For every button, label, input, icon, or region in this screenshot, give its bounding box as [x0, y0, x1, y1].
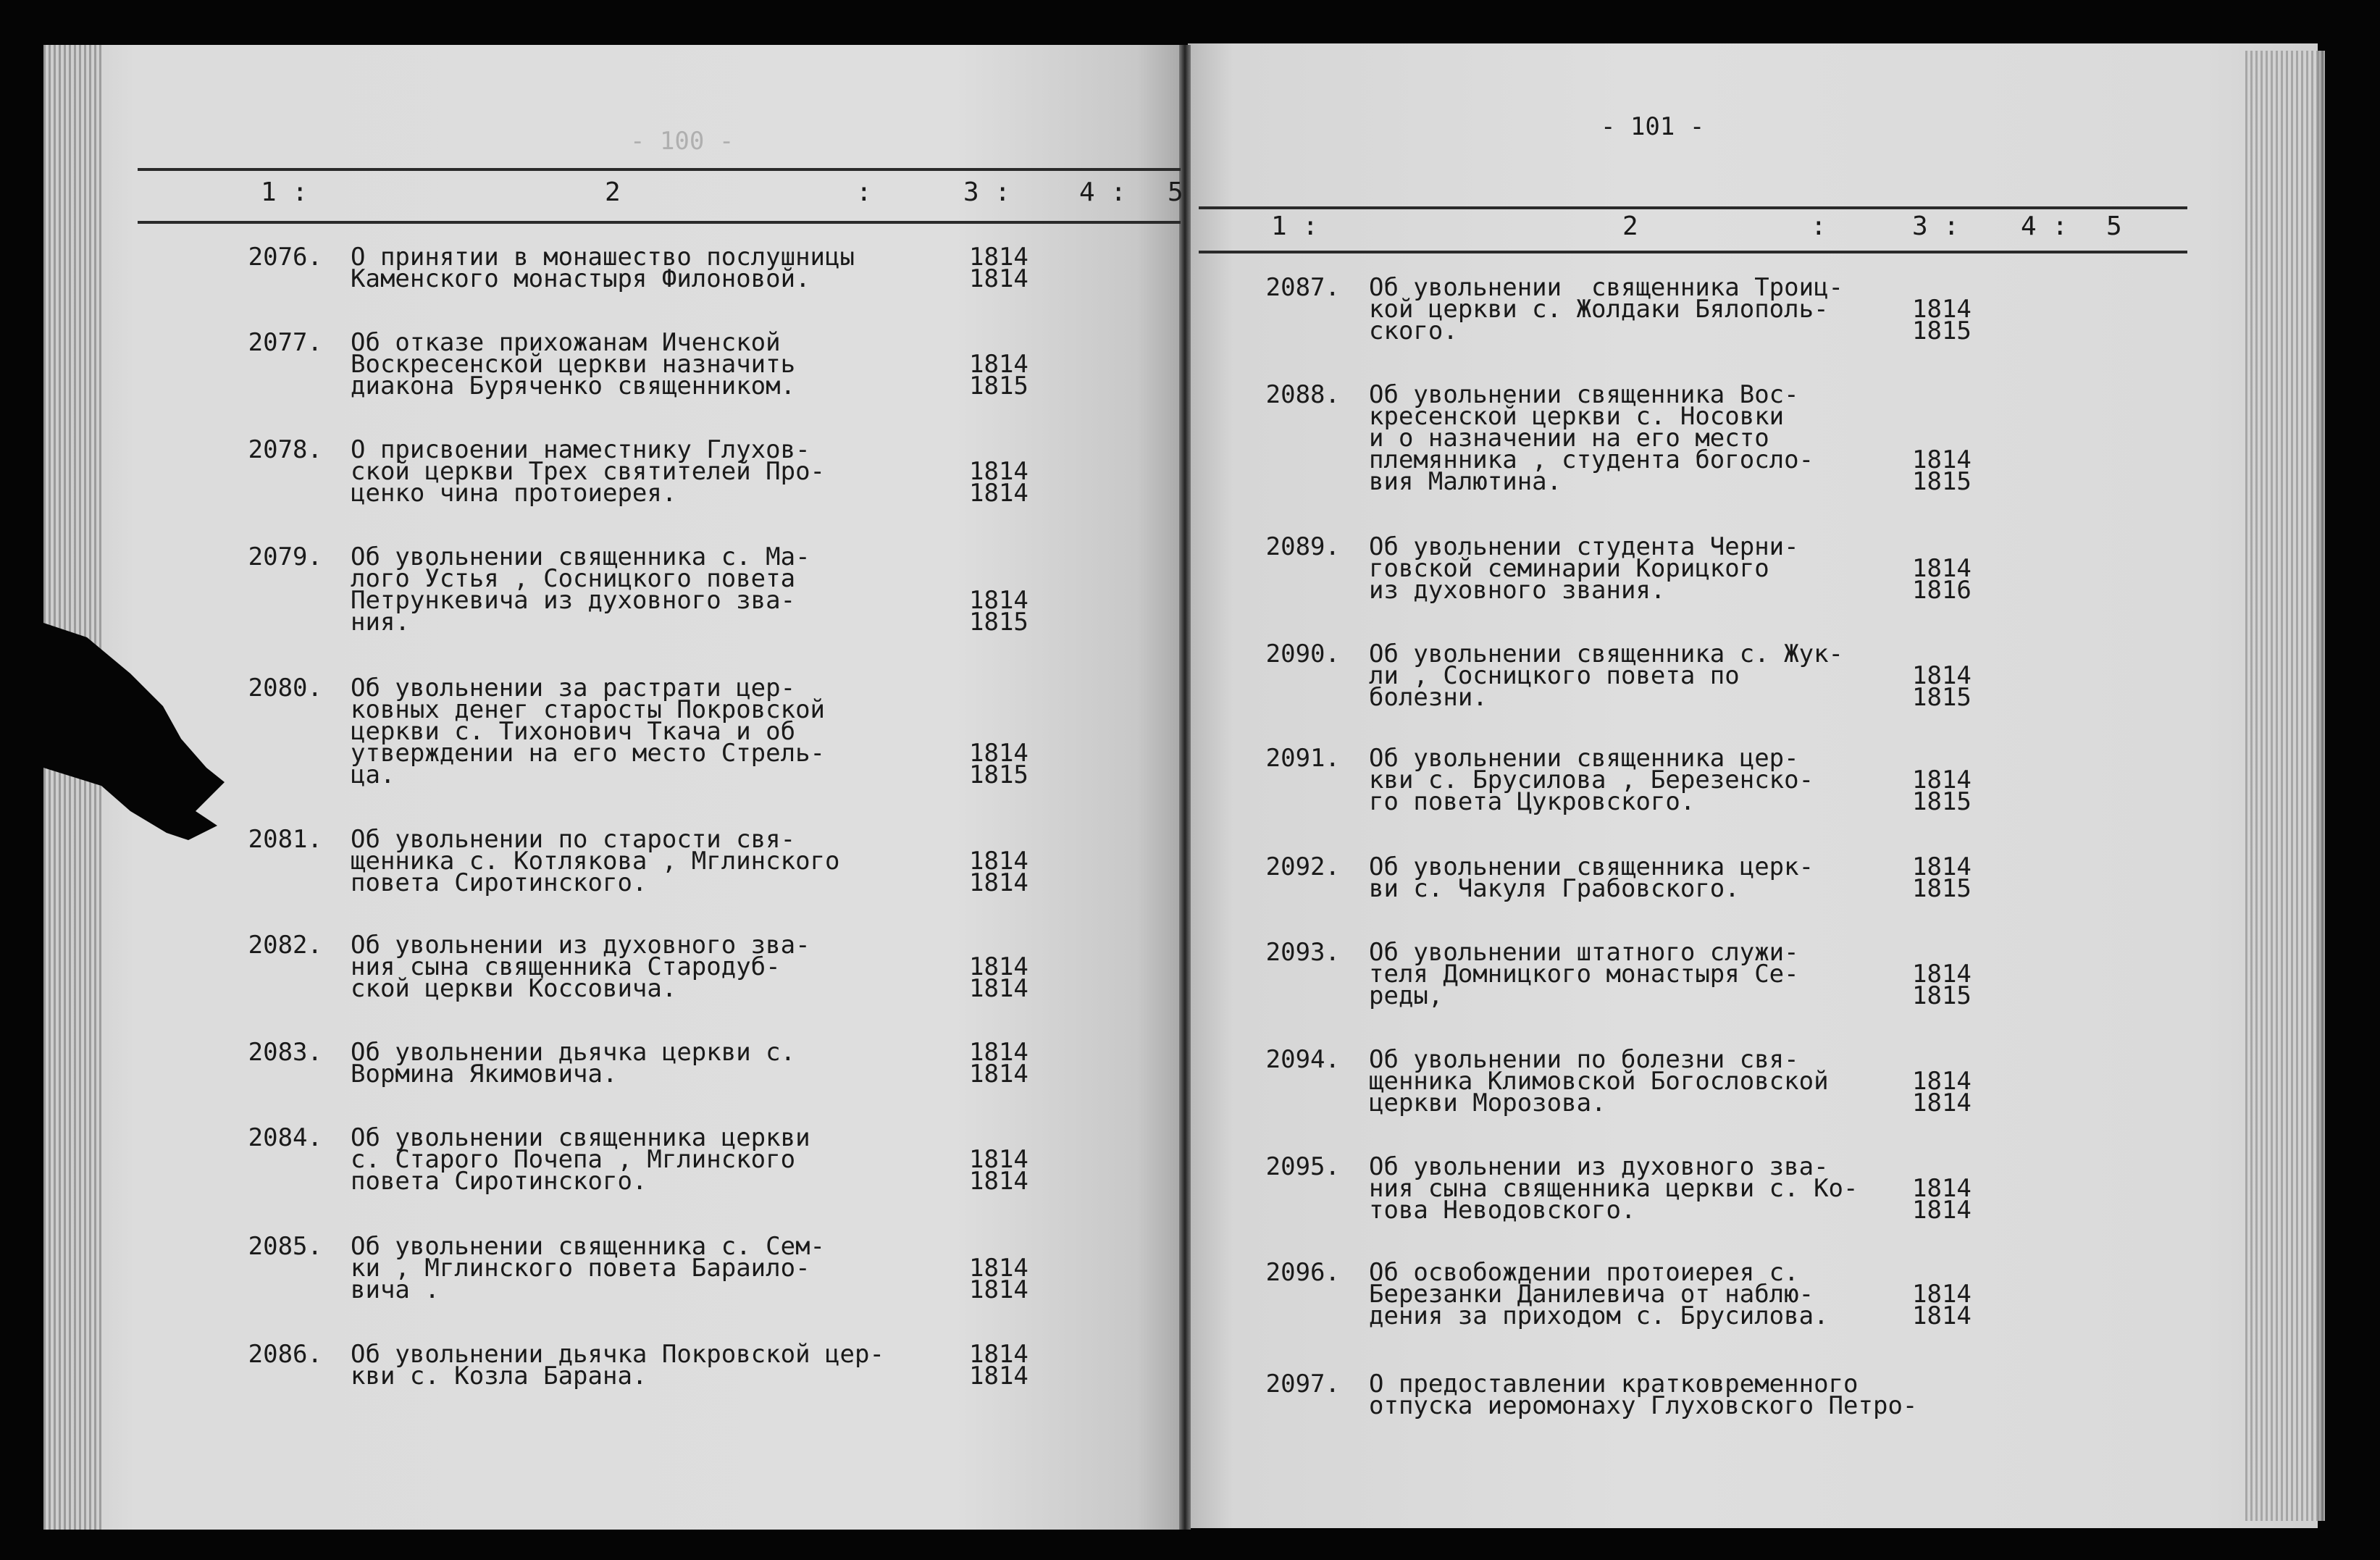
entry-number: 2077.	[248, 328, 322, 357]
right-col-4: 4 :	[2021, 211, 2069, 241]
year-end: 1815	[969, 372, 1028, 401]
entry-years	[969, 243, 1056, 293]
year-end: 1814	[969, 1167, 1028, 1196]
right-header-line-bottom	[1199, 251, 2187, 253]
left-col-2: 2	[605, 177, 621, 207]
entry-description: Об освобождении протоиерея с. Березанки Данилевича от наблю- дения за приходом с. Брусилова.	[1369, 1258, 1829, 1330]
entry-number: 2090.	[1265, 639, 1340, 668]
left-col-3: 3 :	[963, 177, 1011, 207]
left-header-line-top	[138, 168, 1181, 171]
entry-years	[1912, 766, 1999, 816]
year-end: 1814	[969, 1362, 1028, 1391]
entry-2097	[1202, 1370, 2014, 1424]
entry-2091	[1202, 744, 2014, 820]
year-start: 1814	[969, 457, 1028, 486]
right-col-3: 3 :	[1912, 211, 1960, 241]
year-start: 1814	[969, 586, 1028, 615]
entry-description: Об увольнении дьячка церкви с. Вормина Якимовича.	[351, 1038, 796, 1089]
entry-description: Об увольнении из духовного зва- ния сына священника Стародуб- ской церкви Коссовича.	[351, 931, 810, 1003]
entry-description: Об увольнении священника с. Ма- лого Устья , Сосницкого повета Петрункевича из духовного зва- ния.	[351, 542, 810, 637]
year-start: 1814	[1912, 766, 1972, 794]
entry-number: 2085.	[248, 1232, 322, 1261]
year-end: 1815	[1912, 874, 1972, 903]
year-start: 1814	[969, 243, 1028, 272]
year-start: 1814	[969, 350, 1028, 379]
entry-years	[969, 586, 1056, 637]
year-end: 1815	[969, 760, 1028, 789]
entry-years	[969, 739, 1056, 789]
right-col-5: 5	[2106, 211, 2122, 241]
entry-number: 2095.	[1265, 1152, 1340, 1181]
year-start: 1814	[969, 1340, 1028, 1369]
entry-number: 2084.	[248, 1123, 322, 1152]
right-col-2: 2	[1622, 211, 1638, 241]
entry-description: Об увольнении дьячка Покровской цер- кви с. Козла Барана.	[351, 1340, 884, 1391]
year-end: 1814	[969, 479, 1028, 508]
entry-description: Об увольнении священника церкви с. Старого Почепа , Мглинского повета Сиротинского.	[351, 1123, 810, 1196]
entry-2092	[1202, 852, 2014, 907]
entry-number: 2080.	[248, 674, 322, 703]
entry-number: 2081.	[248, 825, 322, 854]
entry-number: 2096.	[1265, 1258, 1340, 1287]
year-end: 1814	[969, 974, 1028, 1003]
entry-description: Об увольнении штатного служи- теля Домницкого монастыря Се- реды,	[1369, 938, 1799, 1010]
entry-number: 2094.	[1265, 1045, 1340, 1074]
entry-number: 2078.	[248, 435, 322, 464]
left-col-5: 5	[1168, 177, 1183, 207]
year-start: 1814	[969, 739, 1028, 768]
entry-years	[969, 847, 1056, 897]
entry-description: Об увольнении священника Троиц- кой церкви с. Жолдаки Бялополь- ского.	[1369, 273, 1844, 345]
entry-2089	[1202, 532, 2014, 608]
year-start: 1814	[1912, 1280, 1972, 1309]
year-start: 1814	[1912, 445, 1972, 474]
entry-number: 2088.	[1265, 380, 1340, 409]
year-start: 1814	[969, 1038, 1028, 1067]
left-page-number-ghost: - 100 -	[630, 127, 734, 156]
entry-number: 2097.	[1265, 1370, 1340, 1398]
entry-2082	[167, 931, 1070, 1007]
year-end: 1815	[1912, 787, 1972, 816]
year-start: 1814	[969, 1254, 1028, 1283]
entry-number: 2091.	[1265, 744, 1340, 773]
entry-2077	[167, 328, 1070, 404]
entry-description: О предоставлении кратковременного отпуска иеромонаху Глуховского Петро-	[1369, 1370, 1918, 1420]
entry-2090	[1202, 639, 2014, 716]
entry-years	[1912, 1174, 1999, 1225]
left-header-line-bottom	[138, 221, 1181, 224]
entry-2093	[1202, 938, 2014, 1014]
entry-years	[1912, 1280, 1999, 1330]
entry-description: Об увольнении священника с. Жук- ли , Сосницкого повета по болезни.	[1369, 639, 1844, 712]
entry-description: Об увольнении священника Вос- кресенской церкви с. Носовки и о назначении на его место племянника , студента богосло- вия Малютина.	[1369, 380, 1814, 496]
year-end: 1815	[1912, 467, 1972, 496]
entry-2095	[1202, 1152, 2014, 1228]
entry-years	[1912, 1067, 1999, 1117]
right-col-sep: :	[1811, 211, 1827, 241]
year-end: 1815	[1912, 981, 1972, 1010]
year-start: 1814	[1912, 1174, 1972, 1203]
entry-description: Об увольнении священника с. Сем- ки , Мглинского повета Барaило- вича .	[351, 1232, 826, 1304]
entry-years	[1912, 554, 1999, 605]
entry-number: 2089.	[1265, 532, 1340, 561]
year-end: 1815	[1912, 316, 1972, 345]
right-col-1: 1 :	[1271, 211, 1319, 241]
entry-2083	[167, 1038, 1070, 1092]
entry-2096	[1202, 1258, 2014, 1334]
year-end: 1814	[1912, 1301, 1972, 1330]
right-header-line-top	[1199, 206, 2187, 209]
entry-description: Об увольнении за растрати цер- ковных денег старосты Покровской церкви с. Тихонович Ткача и об утверждении на его место Стрель- ца.	[351, 674, 826, 789]
year-end: 1816	[1912, 576, 1972, 605]
year-end: 1814	[969, 264, 1028, 293]
left-col-1: 1 :	[261, 177, 309, 207]
entry-number: 2076.	[248, 243, 322, 272]
year-start: 1814	[1912, 960, 1972, 989]
entry-description: Об увольнении по болезни свя- щенника Климовской Богословской церкви Морозова.	[1369, 1045, 1829, 1117]
entry-number: 2092.	[1265, 852, 1340, 881]
entry-2078	[167, 435, 1070, 511]
entry-number: 2079.	[248, 542, 322, 571]
year-end: 1814	[969, 1060, 1028, 1089]
entry-2086	[167, 1340, 1070, 1394]
entry-description: Об увольнении студента Черни- говской семинарии Корицкого из духовного звания.	[1369, 532, 1799, 605]
entry-description: Об увольнении по старости свя- щенника с. Котлякова , Мглинского повета Сиротинского.	[351, 825, 840, 897]
entry-number: 2086.	[248, 1340, 322, 1369]
year-start: 1814	[969, 847, 1028, 876]
entry-2084	[167, 1123, 1070, 1199]
entry-years	[1912, 960, 1999, 1010]
entry-2081	[167, 825, 1070, 901]
entry-2087	[1202, 273, 2014, 349]
entry-years	[969, 952, 1056, 1003]
year-start: 1814	[969, 952, 1028, 981]
entry-years	[969, 1038, 1056, 1089]
entry-2085	[167, 1232, 1070, 1308]
entry-description: Об увольнении священника церк- ви с. Чакуля Грабовского.	[1369, 852, 1814, 903]
left-col-sep: :	[856, 177, 872, 207]
year-start: 1814	[1912, 661, 1972, 690]
right-page-number: - 101 -	[1601, 112, 1705, 141]
entry-years	[1912, 661, 1999, 712]
entry-number: 2093.	[1265, 938, 1340, 967]
entry-number: 2083.	[248, 1038, 322, 1067]
entry-number: 2087.	[1265, 273, 1340, 302]
year-start: 1814	[1912, 852, 1972, 881]
year-start: 1814	[1912, 1067, 1972, 1096]
entry-years	[1912, 295, 1999, 345]
year-start: 1814	[1912, 554, 1972, 583]
entry-description: Об отказе прихожанам Иченской Воскресенской церкви назначить диакона Буряченко священником.	[351, 328, 796, 401]
entry-2076	[167, 243, 1070, 297]
year-end: 1815	[969, 608, 1028, 637]
year-end: 1814	[969, 1275, 1028, 1304]
entry-years	[969, 350, 1056, 401]
entry-years	[969, 457, 1056, 508]
entry-years	[969, 1145, 1056, 1196]
entry-years	[1912, 852, 1999, 903]
entry-years	[969, 1254, 1056, 1304]
entry-description: Об увольнении священника цер- кви с. Брусилова , Березенско- го повета Цукровского.	[1369, 744, 1814, 816]
year-start: 1814	[1912, 295, 1972, 324]
entry-description: Об увольнении из духовного зва- ния сына священника церкви с. Ко- това Неводовского.	[1369, 1152, 1859, 1225]
year-end: 1814	[969, 868, 1028, 897]
entry-2079	[167, 542, 1070, 640]
entry-years	[1912, 445, 1999, 496]
year-start: 1814	[969, 1145, 1028, 1174]
entry-2088	[1202, 380, 2014, 500]
entry-2080	[167, 674, 1070, 793]
year-end: 1814	[1912, 1196, 1972, 1225]
entry-2094	[1202, 1045, 2014, 1121]
entry-description: О принятии в монашество послушницы Каменского монастыря Филоновой.	[351, 243, 855, 293]
entry-description: О присвоении наместнику Глухов- ской церкви Трех святителей Про- ценко чина протоиерея.	[351, 435, 826, 508]
year-end: 1814	[1912, 1089, 1972, 1117]
left-col-4: 4 :	[1079, 177, 1127, 207]
year-end: 1815	[1912, 683, 1972, 712]
entry-number: 2082.	[248, 931, 322, 960]
entry-years	[969, 1340, 1056, 1391]
